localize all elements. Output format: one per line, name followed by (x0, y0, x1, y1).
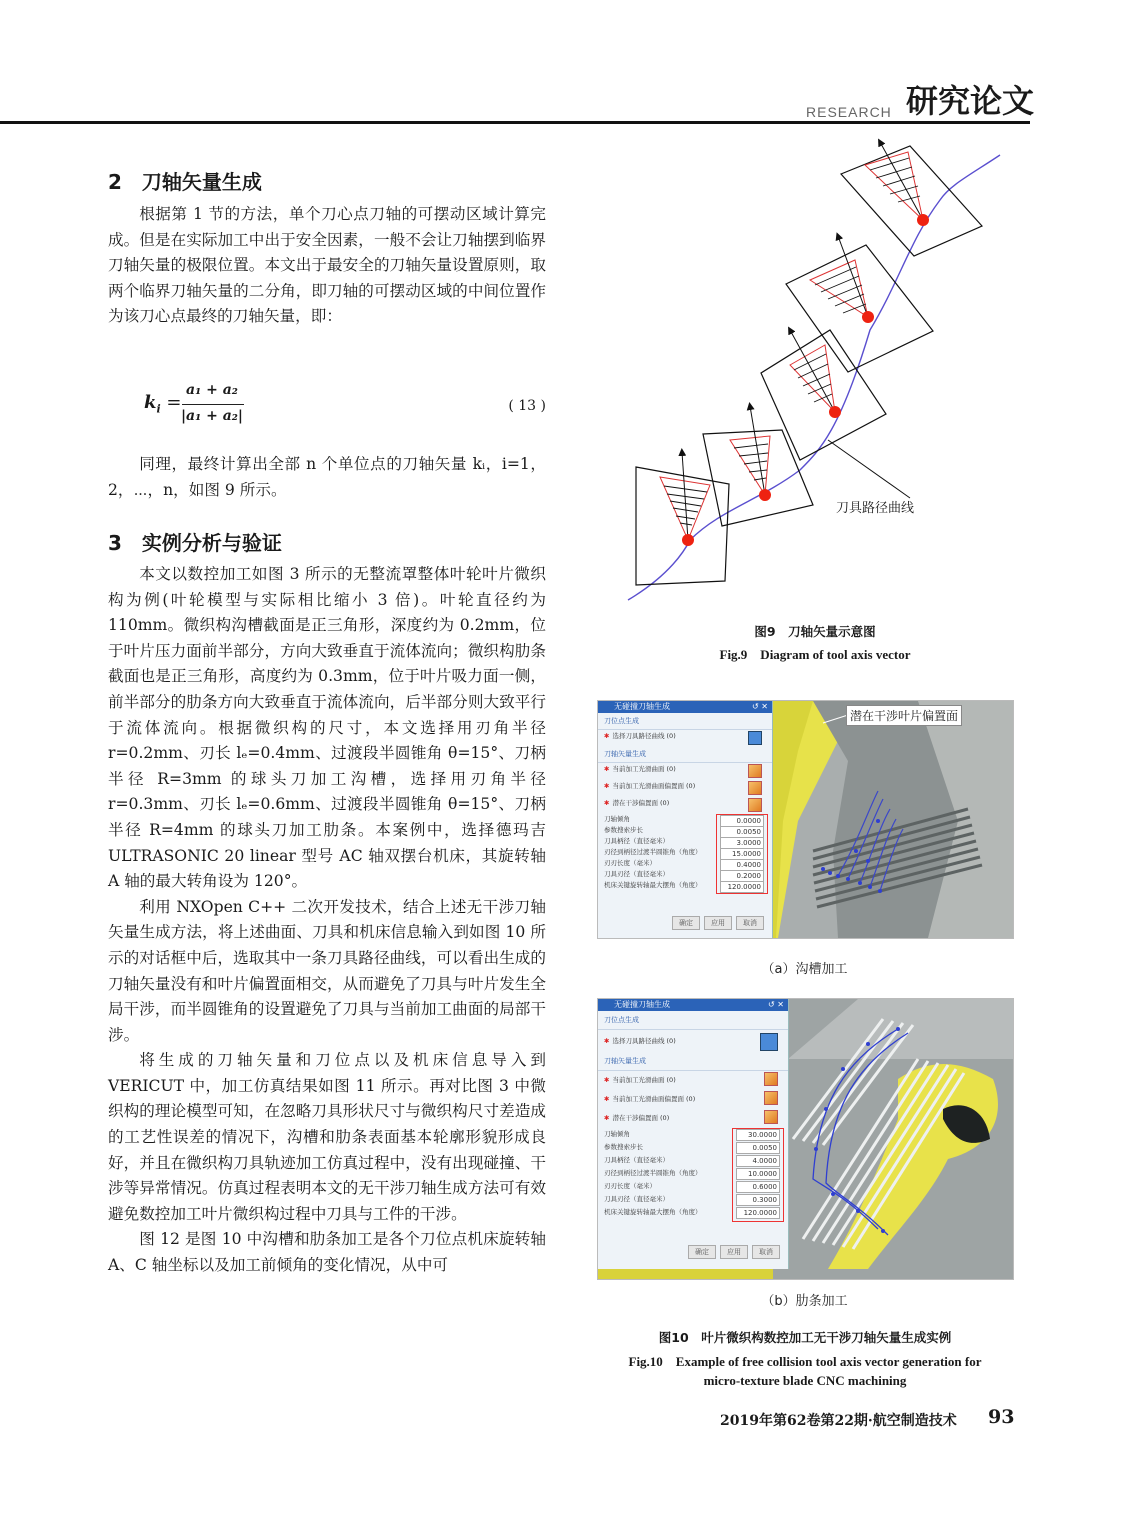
param-value-field[interactable]: 30.0000 (736, 1129, 780, 1141)
fig10a-row-surf1[interactable]: ✱ 当前加工光滑曲面 (0) (598, 763, 772, 780)
fig10b-subcaption: （b）肋条加工 (761, 1294, 848, 1309)
param-value-field[interactable]: 0.2000 (720, 870, 764, 882)
fig10a-callout: 潜在干涉叶片偏置面 (846, 705, 962, 726)
fig10a-buttons (598, 910, 772, 930)
fig10a-row-surf3[interactable]: ✱ 潜在干涉偏置面 (0) (598, 797, 772, 814)
close-icon[interactable]: ↺ ✕ (768, 1000, 784, 1009)
equation-denominator: |a₁ + a₂| (180, 408, 244, 424)
fig10b-sec2[interactable]: 刀轴矢量生成 (598, 1052, 788, 1071)
fig10b-screenshot (597, 998, 1014, 1280)
header-rule (0, 121, 1030, 124)
curve-select-icon[interactable] (760, 1033, 778, 1051)
footer-journal: 2019年第62卷第22期·航空制造技术 (720, 1413, 957, 1429)
param-label: 刃径到柄径过渡半圆锥角（角度） (604, 1169, 702, 1177)
face-select-icon[interactable] (764, 1091, 778, 1105)
param-value-field[interactable]: 0.0050 (736, 1142, 780, 1154)
face-select-icon[interactable] (764, 1110, 778, 1124)
param-label: 参数搜索步长 (604, 826, 643, 834)
section3-para4: 图 12 是图 10 中沟槽和肋条加工是各个刀位点机床旋转轴 A、C 轴坐标以及加工前倾角的变化情况，从中可 (108, 1230, 546, 1275)
param-label: 刀轴倾角 (604, 815, 630, 823)
section2-para1-text: 根据第 1 节的方法，单个刀心点刀轴的可摆动区域计算完成。但是在实际加工中出于安全因素，一般不会让刀轴摆到临界刀轴矢量的极限位置。本文出于最安全的刀轴矢量设置原则，取两个临界刀轴矢量的二分角，即刀轴的可摆动区域的中间位置作为该刀心点最终的刀轴矢量，即： (108, 205, 546, 326)
param-label: 机床关键旋转轴最大摆角（角度） (604, 1208, 702, 1216)
frame-4 (786, 236, 933, 372)
param-label: 参数搜索步长 (604, 1143, 643, 1151)
frame-1 (636, 452, 729, 585)
param-label: 刀具刃径（直径毫米） (604, 870, 669, 878)
fig10b-row-surf3[interactable]: ✱ 潜在干涉偏置面 (0) (598, 1109, 788, 1128)
header-research: RESEARCH (806, 104, 892, 120)
apply-button[interactable]: 应用 (704, 916, 732, 930)
section3-body (108, 562, 546, 1279)
fig10b-buttons (598, 1239, 788, 1259)
equation-numerator: a₁ + a₂ (186, 382, 238, 398)
param-label: 刀具柄径（直径毫米） (604, 1156, 669, 1164)
fig10b-params (598, 1128, 788, 1219)
section2-para2 (108, 452, 546, 503)
fig9-curve-label: 刀具路径曲线 (836, 501, 915, 516)
section3-para2: 利用 NXOpen C++ 二次开发技术，结合上述无干涉刀轴矢量生成方法，将上述曲面、刀具和机床信息输入到如图 10 所示的对话框中后，选取其中一条刀具路径曲线，可以看出生成的刀轴矢量没有和叶片偏置面相交，从而避免了刀具与叶片发生全局干涉，而半圆锥角的设置避免了刀具与当前加工曲面的局部干涉。 (108, 897, 546, 1044)
param-value-field[interactable]: 120.0000 (736, 1207, 780, 1219)
fig9-caption-cn: 图9 刀轴矢量示意图 (754, 624, 876, 639)
section2-para2-text: 同理，最终计算出全部 n 个单位点的刀轴矢量 kᵢ，i=1，2，⋯，n，如图 9 所示。 (108, 455, 546, 499)
fig10b-row-surf2[interactable]: ✱ 当前加工光滑曲面偏置面 (0) (598, 1090, 788, 1109)
close-icon[interactable]: ↺ ✕ (752, 702, 768, 711)
face-select-icon[interactable] (748, 764, 762, 778)
param-value-field[interactable]: 3.0000 (720, 837, 764, 849)
face-select-icon[interactable] (748, 798, 762, 812)
equation-label: ( 13 ) (508, 398, 546, 414)
param-value-field[interactable]: 10.0000 (736, 1168, 780, 1180)
label-leader (828, 440, 910, 498)
fig10a-subcaption: （a）沟槽加工 (761, 962, 848, 977)
param-label: 机床关键旋转轴最大摆角（角度） (604, 881, 702, 889)
fig10b-row-surf1[interactable]: ✱ 当前加工光滑曲面 (0) (598, 1071, 788, 1090)
fig9-diagram (610, 130, 1030, 610)
fig10-caption-en-line2: micro-texture blade CNC machining (703, 1373, 907, 1388)
ok-button[interactable]: 确定 (672, 916, 700, 930)
param-value-field[interactable]: 0.0000 (720, 815, 764, 827)
param-label: 刀具刃径（直径毫米） (604, 1195, 669, 1203)
param-value-field[interactable]: 0.0050 (720, 826, 764, 838)
fig10a-sec1[interactable]: 刀位点生成 (598, 713, 772, 730)
equation-13 (140, 380, 550, 430)
fig10a-screenshot (597, 700, 1014, 939)
fig10a-params (598, 814, 772, 891)
fig10a-row-path[interactable]: ✱ 选择刀具路径曲线 (0) (598, 730, 772, 746)
header-title: 研究论文 (906, 82, 1035, 120)
tool-path-curve (628, 155, 1000, 600)
equation-lhs: $k_i$ = (144, 392, 182, 416)
param-value-highlight (716, 814, 768, 894)
param-label: 刀轴倾角 (604, 1130, 630, 1138)
fig10a-sec2[interactable]: 刀轴矢量生成 (598, 746, 772, 763)
param-label: 刃径到柄径过渡半圆锥角（角度） (604, 848, 702, 856)
param-value-highlight (732, 1128, 784, 1222)
section2-heading: 2 刀轴矢量生成 (108, 170, 262, 194)
param-value-field[interactable]: 120.0000 (720, 881, 764, 893)
fig10a-dialog-title: 无碰撞刀轴生成 (614, 702, 670, 711)
section3-para1: 本文以数控加工如图 3 所示的无整流罩整体叶轮叶片微织构为例(叶轮模型与实际相比缩小 3 倍)。叶轮直径约为 110mm。微织构沟槽截面是正三角形，深度约为 0.2mm，位于叶片压力面前半部分，方向大致垂直于流体流向；微织构肋条截面也是正三角形，高度约为 0.3mm，位于叶片吸力面一侧，前半部分的肋条方向大致垂直于流体流向，后半部分则大致平行于流体流向。根据微织构的尺寸，本文选择用刃角半径 r=0.2mm、刃长 lₑ=0.4mm、过渡段半圆锥角 θ=15°、刀柄半径 R=3mm 的球头刀加工沟槽，选择用刃角半径 r=0.3mm、刃长 lₑ=0.6mm、过渡段半圆锥角 θ=15°、刀柄半径 R=4mm 的球头刀加工肋条。本案例中，选择德玛吉 ULTRASONIC 20 linear 型号 AC 轴双摆台机床，其旋转轴 A 轴的最大转角设为 120°。 (108, 565, 546, 891)
ok-button[interactable]: 确定 (688, 1245, 716, 1259)
face-select-icon[interactable] (764, 1072, 778, 1086)
frame-3 (761, 330, 886, 460)
section2-para1 (108, 202, 546, 330)
fig9-caption-en: Fig.9 Diagram of tool axis vector (719, 647, 911, 662)
param-value-field[interactable]: 15.0000 (720, 848, 764, 860)
frame-2 (703, 406, 813, 526)
param-label: 刃刃长度（毫米） (604, 1182, 656, 1190)
cancel-button[interactable]: 取消 (752, 1245, 780, 1259)
apply-button[interactable]: 应用 (720, 1245, 748, 1259)
footer-page-number: 93 (988, 1406, 1015, 1428)
curve-select-icon[interactable] (748, 731, 762, 745)
fig10b-sec1[interactable]: 刀位点生成 (598, 1011, 788, 1030)
fig10b-dialog (598, 999, 789, 1269)
param-label: 刀具柄径（直径毫米） (604, 837, 669, 845)
param-value-field[interactable]: 4.0000 (736, 1155, 780, 1167)
frame-5 (841, 142, 982, 256)
param-value-field[interactable]: 0.3000 (736, 1194, 780, 1206)
fig10b-dialog-titlebar (598, 999, 788, 1011)
fig10a-dialog-titlebar (598, 701, 772, 713)
fig10-caption-en-line1: Fig.10 Example of free collision tool axis vector generation for (628, 1354, 982, 1369)
face-select-icon[interactable] (748, 781, 762, 795)
fig10a-dialog (598, 701, 773, 938)
fig10a-row-surf2[interactable]: ✱ 当前加工光滑曲面偏置面 (0) (598, 780, 772, 797)
section3-para3: 将生成的刀轴矢量和刀位点以及机床信息导入到 VERICUT 中，加工仿真结果如图 11 所示。再对比图 3 中微织构的理论模型可知，在忽略刀具形状尺寸与微织构尺寸差造成的工艺性误差的情况下，沟槽和肋条表面基本轮廓形貌形成良好，并且在微织构刀具轨迹加工仿真过程中，没有出现碰撞、干涉等异常情况。仿真过程表明本文的无干涉刀轴生成方法可有效避免数控加工叶片微织构过程中刀具与工件的干涉。 (108, 1051, 546, 1223)
param-value-field[interactable]: 0.4000 (720, 859, 764, 871)
fig10-caption-cn: 图10 叶片微织构数控加工无干涉刀轴矢量生成实例 (658, 1330, 952, 1345)
equation-fraction-bar (182, 404, 244, 405)
fig10b-dialog-title: 无碰撞刀轴生成 (614, 1000, 670, 1009)
section3-heading: 3 实例分析与验证 (108, 531, 282, 555)
cancel-button[interactable]: 取消 (736, 916, 764, 930)
fig10b-row-path[interactable]: ✱ 选择刀具路径曲线 (0) (598, 1030, 788, 1052)
param-value-field[interactable]: 0.6000 (736, 1181, 780, 1193)
param-label: 刃刃长度（毫米） (604, 859, 656, 867)
